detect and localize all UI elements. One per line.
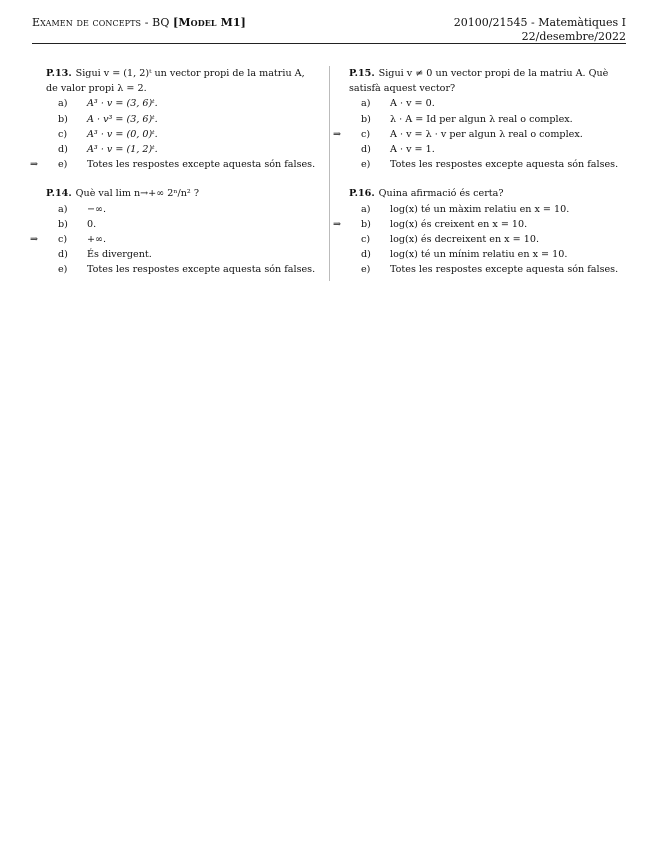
- option-letter: d): [361, 249, 371, 261]
- question-13: [30, 66, 316, 172]
- option-text: +∞.: [87, 234, 107, 246]
- option-b: [46, 217, 316, 232]
- option-b: [46, 112, 316, 127]
- options-list: [333, 202, 627, 278]
- option-text: −∞.: [87, 203, 107, 215]
- option-text: log(x) és creixent en x = 10.: [390, 218, 528, 230]
- option-text: Totes les respostes excepte aquesta són falses.: [87, 159, 316, 171]
- option-text: Totes les respostes excepte aquesta són falses.: [390, 159, 619, 171]
- option-letter: a): [361, 203, 371, 215]
- option-text: A³ · v = (0, 0)ᵗ.: [87, 128, 158, 140]
- option-text: log(x) té un mínim relatiu en x = 10.: [390, 249, 568, 261]
- option-c: [349, 232, 627, 247]
- option-letter: e): [361, 264, 371, 276]
- exam-model: [Model M1]: [173, 16, 246, 29]
- option-c: [30, 232, 316, 247]
- option-text: A · v = 1.: [390, 144, 435, 156]
- options-list: [333, 96, 627, 172]
- option-letter: e): [58, 264, 68, 276]
- option-d: [46, 247, 316, 262]
- option-letter: c): [58, 128, 68, 140]
- option-letter: e): [361, 159, 371, 171]
- question-number: P.14.: [46, 188, 72, 200]
- option-letter: d): [58, 144, 68, 156]
- question-16: [333, 186, 627, 277]
- question-number: P.15.: [349, 68, 375, 79]
- question-15: [333, 66, 627, 172]
- question-text: Quina afirmació és certa?: [378, 188, 504, 200]
- option-letter: c): [58, 234, 68, 246]
- question-14: [30, 186, 316, 277]
- option-letter: b): [58, 113, 68, 125]
- page-header: [32, 14, 626, 44]
- question-text: Sigui v = (1, 2)ᵗ un vector propi de la matriu A, de valor propi λ = 2.: [46, 68, 305, 95]
- option-letter: b): [58, 218, 68, 230]
- option-e: [349, 157, 627, 172]
- option-letter: a): [361, 98, 371, 110]
- option-e: [46, 262, 316, 277]
- option-e: [30, 157, 316, 172]
- question-stem: [349, 186, 627, 201]
- question-stem: [46, 66, 316, 96]
- option-text: log(x) té un màxim relatiu en x = 10.: [390, 203, 570, 215]
- column-divider: [329, 66, 330, 281]
- option-text: Totes les respostes excepte aquesta són falses.: [87, 264, 316, 276]
- option-a: [349, 202, 627, 217]
- option-d: [46, 142, 316, 157]
- option-d: [349, 142, 627, 157]
- exam-title-text: Examen de concepts - BQ: [32, 16, 174, 29]
- question-number: P.16.: [349, 188, 375, 200]
- answer-arrow-icon: ⇒: [333, 128, 342, 140]
- header-rule: [32, 43, 626, 44]
- options-list: [30, 96, 316, 172]
- right-column: [333, 66, 627, 292]
- answer-arrow-icon: ⇒: [30, 159, 39, 171]
- option-text: A · v = 0.: [390, 98, 435, 110]
- option-b: [333, 217, 627, 232]
- option-b: [349, 112, 627, 127]
- option-text: λ · A = Id per algun λ real o complex.: [390, 113, 573, 125]
- option-e: [349, 262, 627, 277]
- question-number: P.13.: [46, 68, 72, 79]
- course-code: 20100/21545 - Matemàtiques I: [453, 16, 626, 29]
- option-letter: a): [58, 203, 68, 215]
- option-letter: b): [361, 218, 371, 230]
- question-stem: [46, 186, 316, 201]
- exam-date: 22/desembre/2022: [521, 30, 626, 43]
- question-stem: [349, 66, 627, 96]
- answer-arrow-icon: ⇒: [333, 218, 342, 230]
- option-letter: a): [58, 98, 68, 110]
- option-text: És divergent.: [87, 249, 152, 261]
- answer-arrow-icon: ⇒: [30, 234, 39, 246]
- option-letter: b): [361, 113, 371, 125]
- option-a: [349, 96, 627, 111]
- option-text: 0.: [87, 218, 97, 230]
- option-text: log(x) és decreixent en x = 10.: [390, 234, 539, 246]
- course-info: [454, 16, 626, 44]
- option-text: A³ · v = (1, 2)ᵗ.: [87, 144, 158, 156]
- question-text: Què val lim n→+∞ 2ⁿ/n² ?: [75, 188, 199, 200]
- question-text: Sigui v ≠ 0 un vector propi de la matriu A. Què satisfà aquest vector?: [349, 68, 609, 95]
- option-a: [46, 202, 316, 217]
- option-text: A · v³ = (3, 6)ᵗ.: [87, 113, 158, 125]
- exam-title: [32, 16, 246, 29]
- option-d: [349, 247, 627, 262]
- option-text: A · v = λ · v per algun λ real o complex.: [390, 128, 583, 140]
- options-list: [30, 202, 316, 278]
- option-letter: e): [58, 159, 68, 171]
- option-letter: c): [361, 128, 371, 140]
- option-letter: c): [361, 234, 371, 246]
- option-letter: d): [58, 249, 68, 261]
- option-letter: d): [361, 144, 371, 156]
- left-column: [30, 66, 316, 292]
- option-c: [46, 127, 316, 142]
- option-c: [333, 127, 627, 142]
- option-text: Totes les respostes excepte aquesta són falses.: [390, 264, 619, 276]
- option-a: [46, 96, 316, 111]
- option-text: A³ · v = (3, 6)ᵗ.: [87, 98, 158, 110]
